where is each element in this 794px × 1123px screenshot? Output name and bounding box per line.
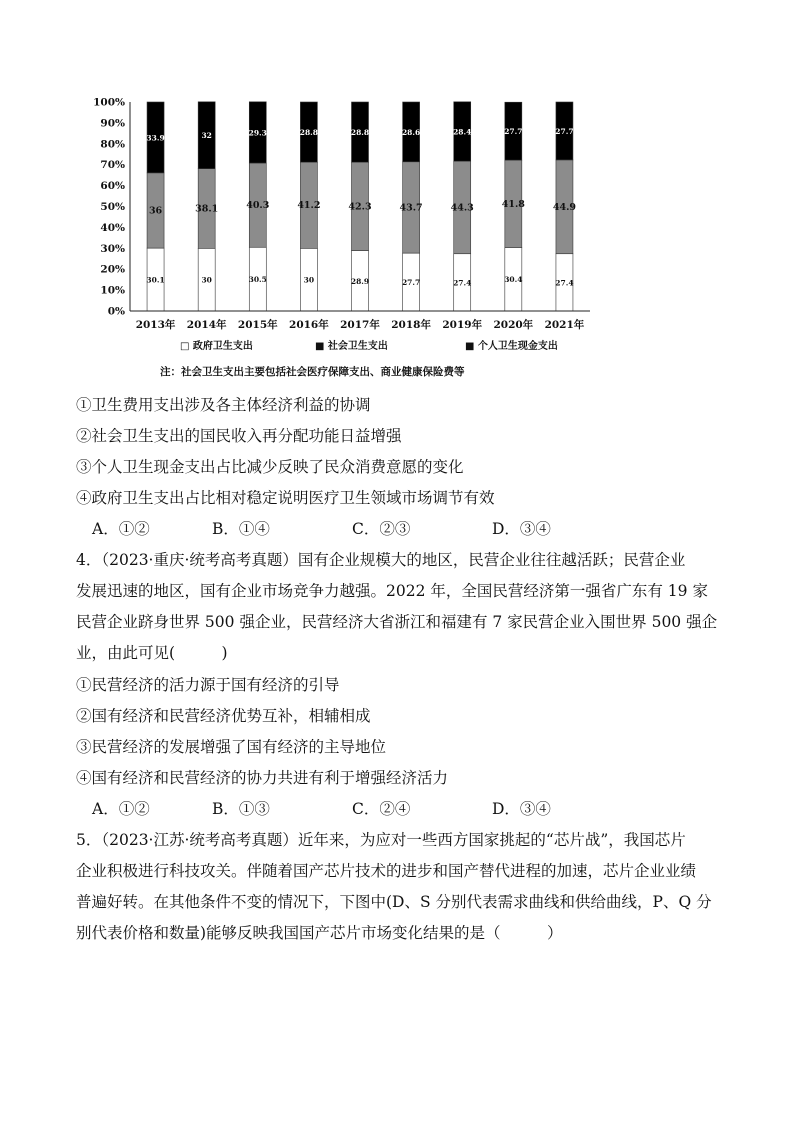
data-label: 40.3 bbox=[246, 200, 270, 212]
data-label: 30.5 bbox=[248, 275, 267, 285]
data-label: 27.7 bbox=[401, 278, 421, 288]
data-label: 28.8 bbox=[299, 128, 319, 138]
data-label: 27.7 bbox=[555, 126, 574, 136]
data-label: 42.3 bbox=[348, 201, 372, 213]
q4-statement-3: ③民营经济的发展增强了国有经济的主导地位 bbox=[76, 738, 387, 756]
stacked-bar-chart bbox=[90, 92, 610, 382]
x-tick-label: 2019年 bbox=[442, 319, 483, 331]
q4-statement-4: ④国有经济和民营经济的协力共进有利于增强经济活力 bbox=[76, 769, 449, 787]
data-label: 27.4 bbox=[453, 278, 472, 288]
q4-stem-line: 业，由此可见( ) bbox=[76, 644, 228, 662]
data-label: 44.9 bbox=[552, 201, 577, 213]
x-tick-label: 2014年 bbox=[186, 319, 227, 331]
y-tick-label: 40% bbox=[100, 221, 125, 234]
q4-option-c[interactable]: C．②④ bbox=[352, 800, 411, 818]
q3-option-d[interactable]: D．③④ bbox=[492, 520, 551, 538]
y-tick-label: 80% bbox=[100, 138, 125, 151]
data-label: 28.6 bbox=[401, 127, 421, 137]
y-tick-label: 60% bbox=[100, 180, 125, 193]
y-tick-label: 70% bbox=[100, 159, 125, 172]
y-tick-label: 100% bbox=[93, 96, 125, 109]
legend-item: ■ 社会卫生支出 bbox=[315, 341, 388, 352]
x-axis bbox=[130, 311, 590, 331]
data-label: 28.8 bbox=[350, 128, 370, 138]
y-tick-label: 30% bbox=[100, 242, 125, 255]
q3-statement-4: ④政府卫生支出占比相对稳定说明医疗卫生领域市场调节有效 bbox=[76, 489, 495, 507]
y-tick-label: 10% bbox=[100, 284, 125, 297]
data-label: 27.4 bbox=[555, 278, 574, 288]
q4-options bbox=[92, 799, 612, 819]
legend-item: □ 政府卫生支出 bbox=[180, 341, 253, 352]
data-label: 33.9 bbox=[146, 133, 165, 143]
q4-option-b[interactable]: B．①③ bbox=[212, 800, 270, 818]
legend-item: ■ 个人卫生现金支出 bbox=[465, 341, 558, 352]
bar-series bbox=[146, 102, 576, 311]
y-axis bbox=[93, 97, 130, 318]
q4-statement-2: ②国有经济和民营经济优势互补，相辅相成 bbox=[76, 707, 371, 725]
data-label: 38.1 bbox=[195, 203, 219, 215]
data-label: 29.3 bbox=[248, 128, 267, 138]
x-tick-label: 2013年 bbox=[135, 319, 176, 331]
q3-option-a[interactable]: A．①② bbox=[92, 520, 150, 538]
chart-note: 注：社会卫生支出主要包括社会医疗保障支出、商业健康保险费等 bbox=[160, 366, 465, 378]
q5-stem-line: 企业积极进行科技攻关。伴随着国产芯片技术的进步和国产替代进程的加速，芯片企业业绩 bbox=[76, 862, 697, 880]
data-label: 44.3 bbox=[450, 202, 474, 214]
q5-stem-line: 别代表价格和数量)能够反映我国国产芯片市场变化结果的是（ ） bbox=[76, 924, 563, 942]
data-label: 27.7 bbox=[504, 127, 523, 137]
data-label: 32 bbox=[201, 131, 212, 141]
q4-statement-1: ①民营经济的活力源于国有经济的引导 bbox=[76, 676, 340, 694]
y-tick-label: 0% bbox=[107, 305, 125, 318]
q3-options bbox=[92, 519, 612, 539]
q3-statement-2: ②社会卫生支出的国民收入再分配功能日益增强 bbox=[76, 427, 402, 445]
q5-stem-line: 普遍好转。在其他条件不变的情况下，下图中(D、S 分别代表需求曲线和供给曲线，P、Q 分 bbox=[76, 893, 712, 911]
x-tick-label: 2021年 bbox=[544, 319, 585, 331]
data-label: 30 bbox=[201, 275, 212, 285]
x-tick-label: 2015年 bbox=[237, 319, 278, 331]
q4-stem-line: 发展迅速的地区，国有企业市场竞争力越强。2022 年，全国民营经济第一强省广东有 19 家 bbox=[76, 582, 708, 600]
q5-stem bbox=[76, 825, 726, 949]
q4-option-a[interactable]: A．①② bbox=[92, 800, 150, 818]
data-label: 30.1 bbox=[146, 275, 165, 285]
data-label: 28.4 bbox=[453, 127, 472, 137]
data-label: 41.8 bbox=[501, 198, 525, 210]
x-tick-label: 2018年 bbox=[391, 319, 431, 331]
x-tick-label: 2020年 bbox=[493, 319, 534, 331]
q3-option-b[interactable]: B．①④ bbox=[212, 520, 270, 538]
y-tick-label: 90% bbox=[100, 117, 125, 130]
x-tick-label: 2017年 bbox=[340, 319, 380, 331]
data-label: 36 bbox=[148, 205, 163, 217]
data-label: 28.9 bbox=[350, 276, 370, 286]
q3-statement-1: ①卫生费用支出涉及各主体经济利益的协调 bbox=[76, 396, 371, 414]
q4-stem bbox=[76, 545, 726, 669]
q3-option-c[interactable]: C．②③ bbox=[352, 520, 411, 538]
data-label: 30 bbox=[303, 275, 315, 285]
y-tick-label: 50% bbox=[100, 201, 125, 213]
q4-option-d[interactable]: D．③④ bbox=[492, 800, 551, 818]
q3-statement-3: ③个人卫生现金支出占比减少反映了民众消费意愿的变化 bbox=[76, 458, 464, 476]
q5-stem-line: 5．（2023·江苏·统考高考真题）近年来，为应对一些西方国家挑起的“芯片战”，我国芯片 bbox=[76, 831, 686, 849]
q4-stem-line: 4．（2023·重庆·统考高考真题）国有企业规模大的地区，民营企业往往越活跃；民营企业 bbox=[76, 551, 686, 569]
data-label: 30.4 bbox=[504, 275, 523, 285]
q4-stem-line: 民营企业跻身世界 500 强企业，民营经济大省浙江和福建有 7 家民营企业入围世界 500 强企 bbox=[76, 613, 718, 631]
y-tick-label: 20% bbox=[100, 263, 125, 276]
chart-legend bbox=[180, 339, 558, 352]
data-label: 43.7 bbox=[399, 202, 423, 214]
x-tick-label: 2016年 bbox=[289, 319, 329, 331]
data-label: 41.2 bbox=[297, 200, 321, 212]
